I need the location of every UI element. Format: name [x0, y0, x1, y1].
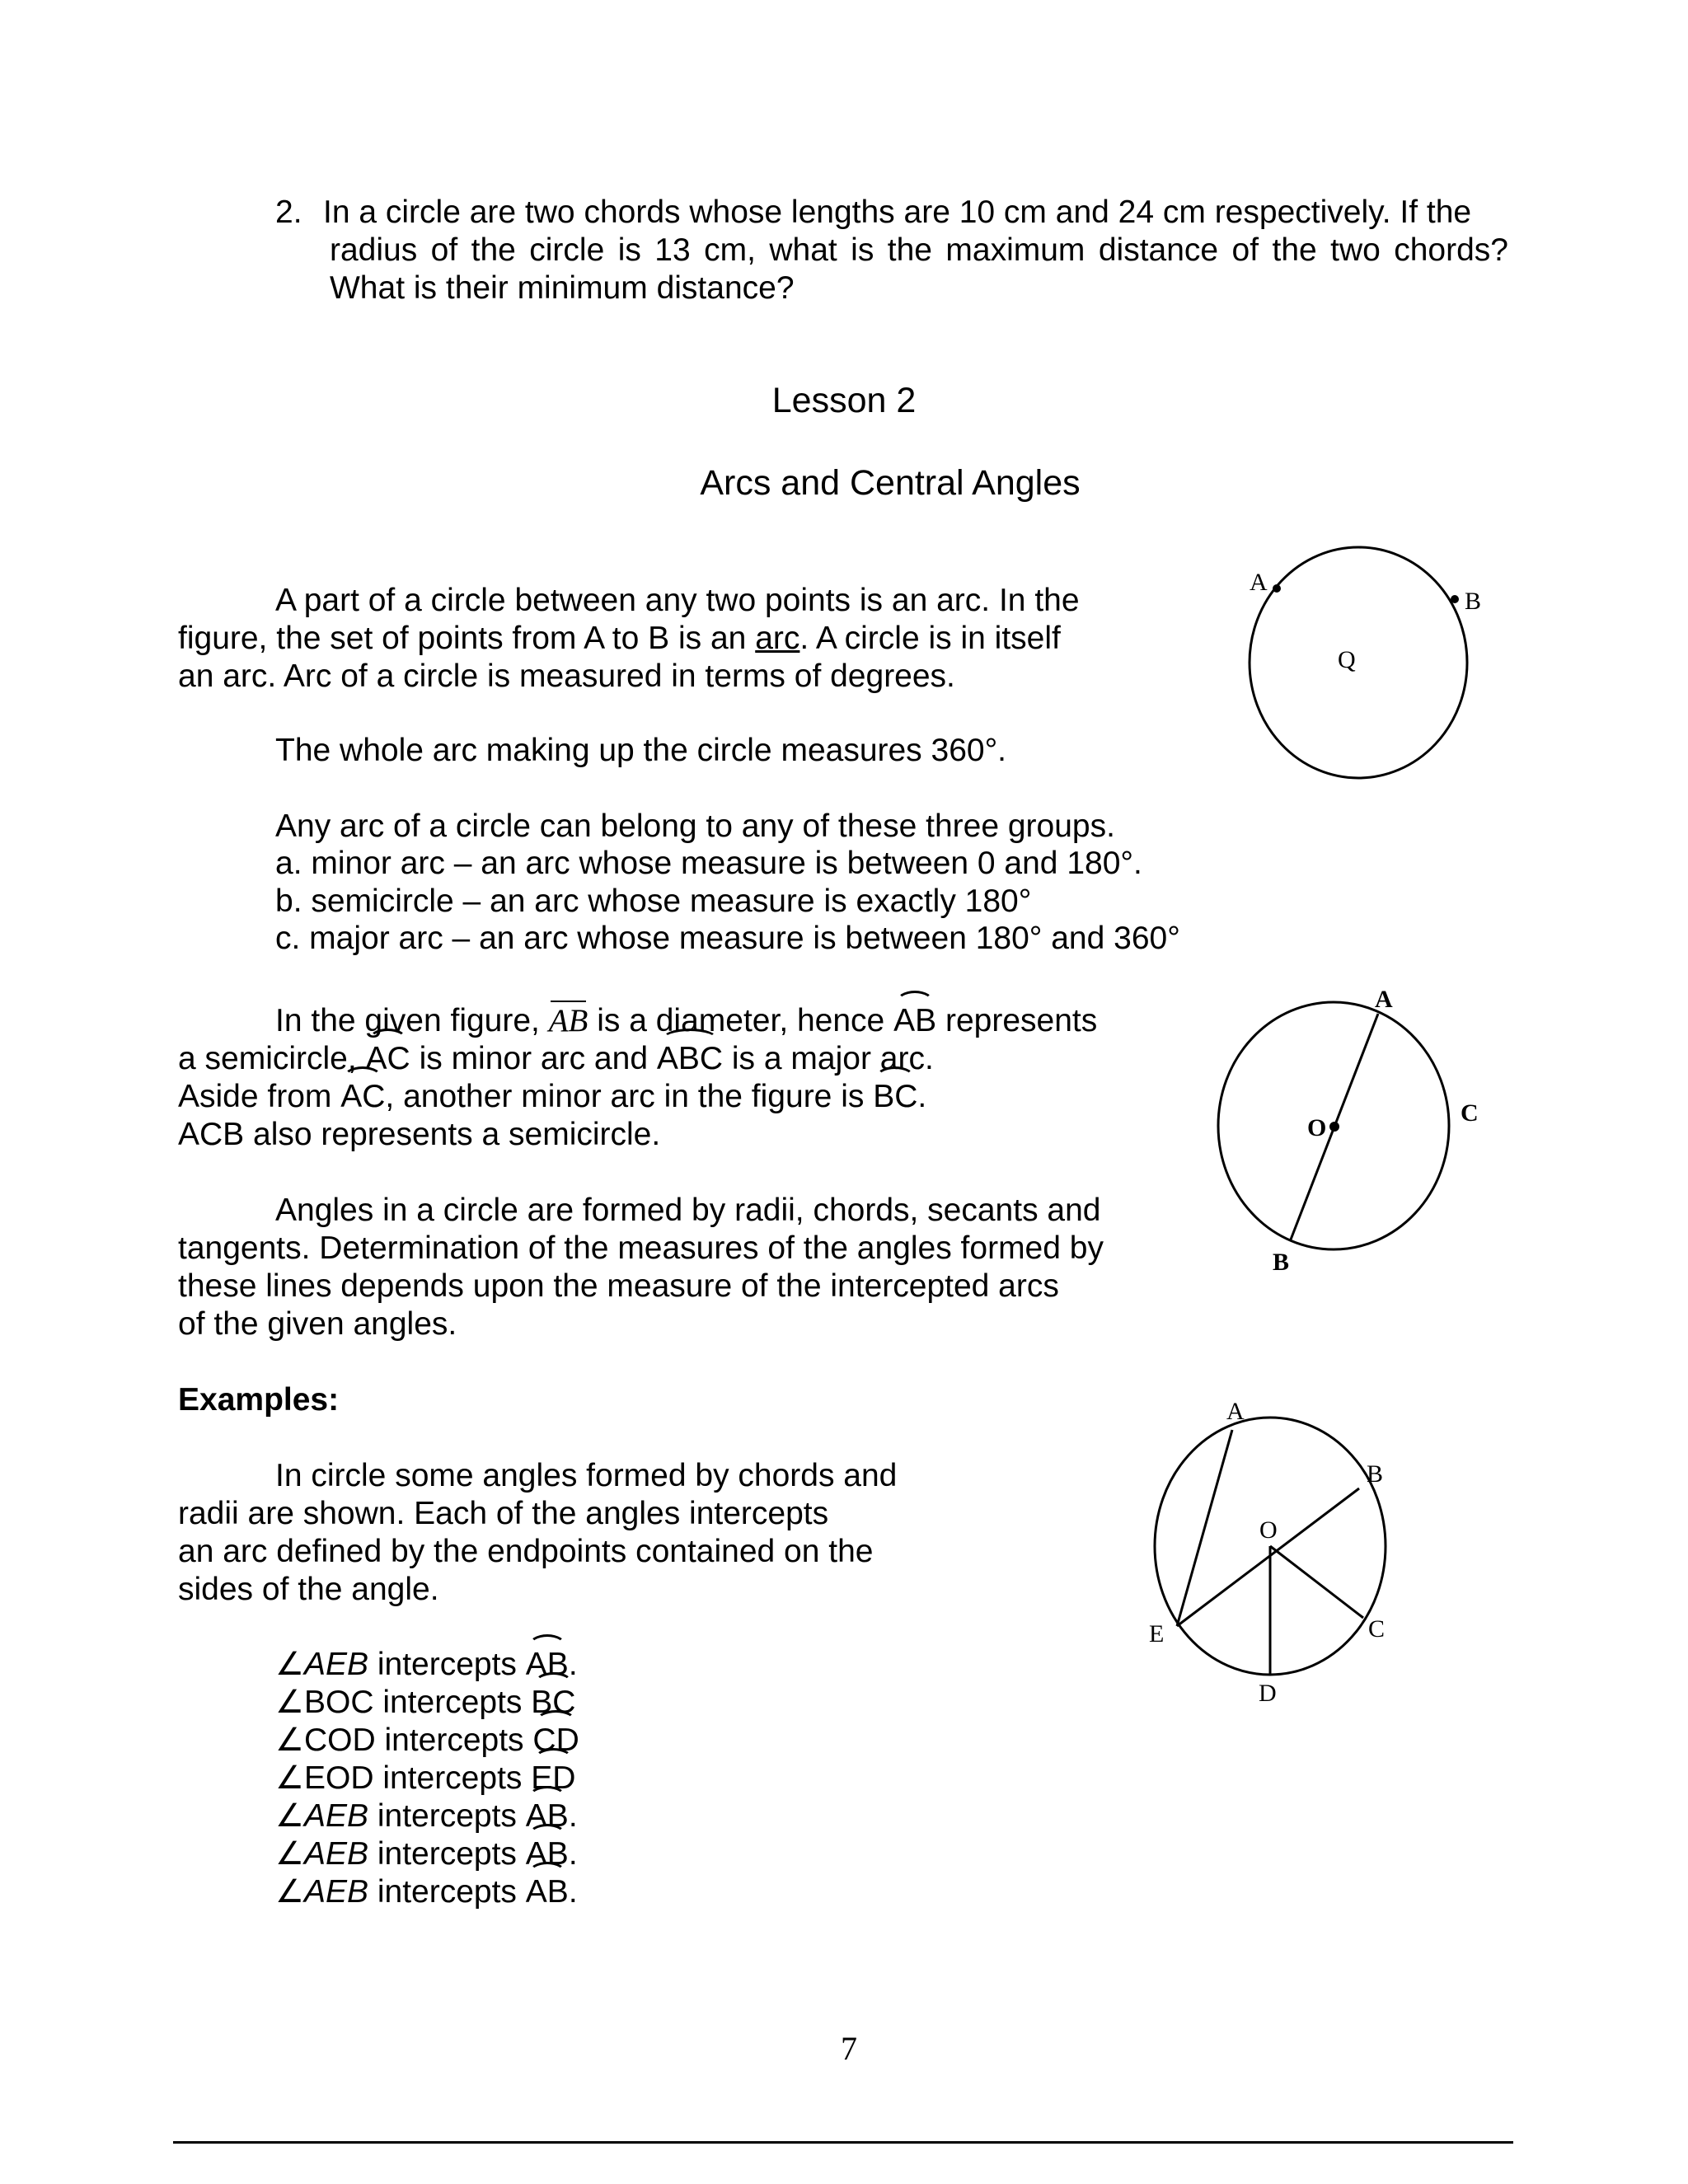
para5-line-3: an arc defined by the endpoints contained on the	[178, 1534, 874, 1569]
arc-ac-2: AC	[340, 1079, 386, 1114]
label-center-o: O	[1307, 1114, 1327, 1141]
page-number: 7	[841, 2030, 857, 2067]
para3-line-4: ACB also represents a semicircle.	[178, 1117, 661, 1152]
label-c: C	[1368, 1615, 1386, 1643]
angle-item: ∠EOD intercepts ED	[275, 1760, 576, 1796]
figure-circle-o-diameter	[1203, 981, 1484, 1286]
angle-item: ∠BOC intercepts BC	[275, 1685, 576, 1720]
point-a	[1273, 584, 1281, 593]
para4-line-4: of the given angles.	[178, 1306, 457, 1342]
arc-term: arc	[755, 621, 800, 656]
angle-item: ∠AEB intercepts AB.	[275, 1647, 578, 1682]
para4-line-3: these lines depends upon the measure of the intercepted arcs	[178, 1268, 1059, 1304]
arc-abc: ABC	[656, 1041, 724, 1076]
group-b: b. semicircle – an arc whose measure is exactly 180°	[275, 883, 1032, 919]
para4-line-1: Angles in a circle are formed by radii, chords, secants and	[275, 1193, 1101, 1228]
para3-line-1: In the given figure, AB is a diameter, hence AB represents	[275, 1003, 1098, 1038]
para3-line-3: Aside from AC, another minor arc in the figure is BC.	[178, 1079, 927, 1114]
lesson-number: Lesson 2	[771, 381, 917, 420]
arc-bc: BC	[873, 1079, 918, 1114]
label-a: A	[1250, 569, 1268, 596]
angle-item: ∠AEB intercepts AB.	[275, 1874, 578, 1910]
label-center-q: Q	[1338, 646, 1356, 673]
angle-list	[275, 1646, 579, 1911]
figure-circle-o-angles	[1129, 1385, 1426, 1714]
para1-line-3: an arc. Arc of a circle is measured in terms of degrees.	[178, 658, 955, 694]
problem-line-3: What is their minimum distance?	[330, 270, 795, 306]
label-d: D	[1259, 1680, 1277, 1707]
label-e: E	[1149, 1620, 1165, 1647]
arc-ab: AB	[893, 1003, 937, 1038]
problem-line-2: radius of the circle is 13 cm, what is the maximum distance of the two chords?	[330, 232, 1508, 268]
problem-number: 2.	[275, 194, 302, 230]
angle-item: ∠AEB intercepts AB.	[275, 1836, 578, 1872]
footer-rule	[173, 2141, 1513, 2144]
radius-oc	[1270, 1546, 1363, 1618]
circle-outline	[1250, 547, 1467, 778]
angle-item: ∠AEB intercepts AB.	[275, 1798, 578, 1834]
para1-line-2: figure, the set of points from A to B is an arc. A circle is in itself	[178, 621, 1061, 656]
problem-line-1: In a circle are two chords whose lengths are 10 cm and 24 cm respectively. If the	[323, 194, 1472, 230]
label-a: A	[1375, 986, 1393, 1013]
lesson-title: Arcs and Central Angles	[700, 463, 1081, 503]
para2: The whole arc making up the circle measures 360°.	[275, 733, 1007, 768]
examples-heading: Examples:	[178, 1382, 340, 1418]
chord-eb	[1177, 1488, 1359, 1626]
para3-line-2: a semicircle, AC is minor arc and ABC is a major arc.	[178, 1041, 934, 1076]
label-center-o: O	[1259, 1516, 1278, 1544]
label-a: A	[1226, 1398, 1245, 1425]
group-c: c. major arc – an arc whose measure is between 180° and 360°	[275, 921, 1180, 956]
point-b	[1451, 595, 1459, 603]
angle-item: ∠COD intercepts CD	[275, 1722, 579, 1758]
arc-ac: AC	[365, 1041, 410, 1076]
para5-line-1: In circle some angles formed by chords and	[275, 1458, 898, 1493]
groups-intro: Any arc of a circle can belong to any of these three groups.	[275, 808, 1115, 844]
group-a: a. minor arc – an arc whose measure is between 0 and 180°.	[275, 846, 1142, 881]
para4-line-2: tangents. Determination of the measures of the angles formed by	[178, 1230, 1104, 1266]
label-c: C	[1461, 1099, 1479, 1127]
figure-circle-q	[1236, 536, 1500, 791]
para1-line-1: A part of a circle between any two points is an arc. In the	[275, 583, 1080, 618]
para5-line-4: sides of the angle.	[178, 1572, 439, 1607]
segment-ab: AB	[548, 1003, 588, 1038]
label-b: B	[1465, 588, 1482, 615]
label-b: B	[1367, 1460, 1384, 1488]
label-b: B	[1273, 1249, 1290, 1276]
center-point	[1329, 1122, 1339, 1132]
para5-line-2: radii are shown. Each of the angles intercepts	[178, 1496, 829, 1531]
